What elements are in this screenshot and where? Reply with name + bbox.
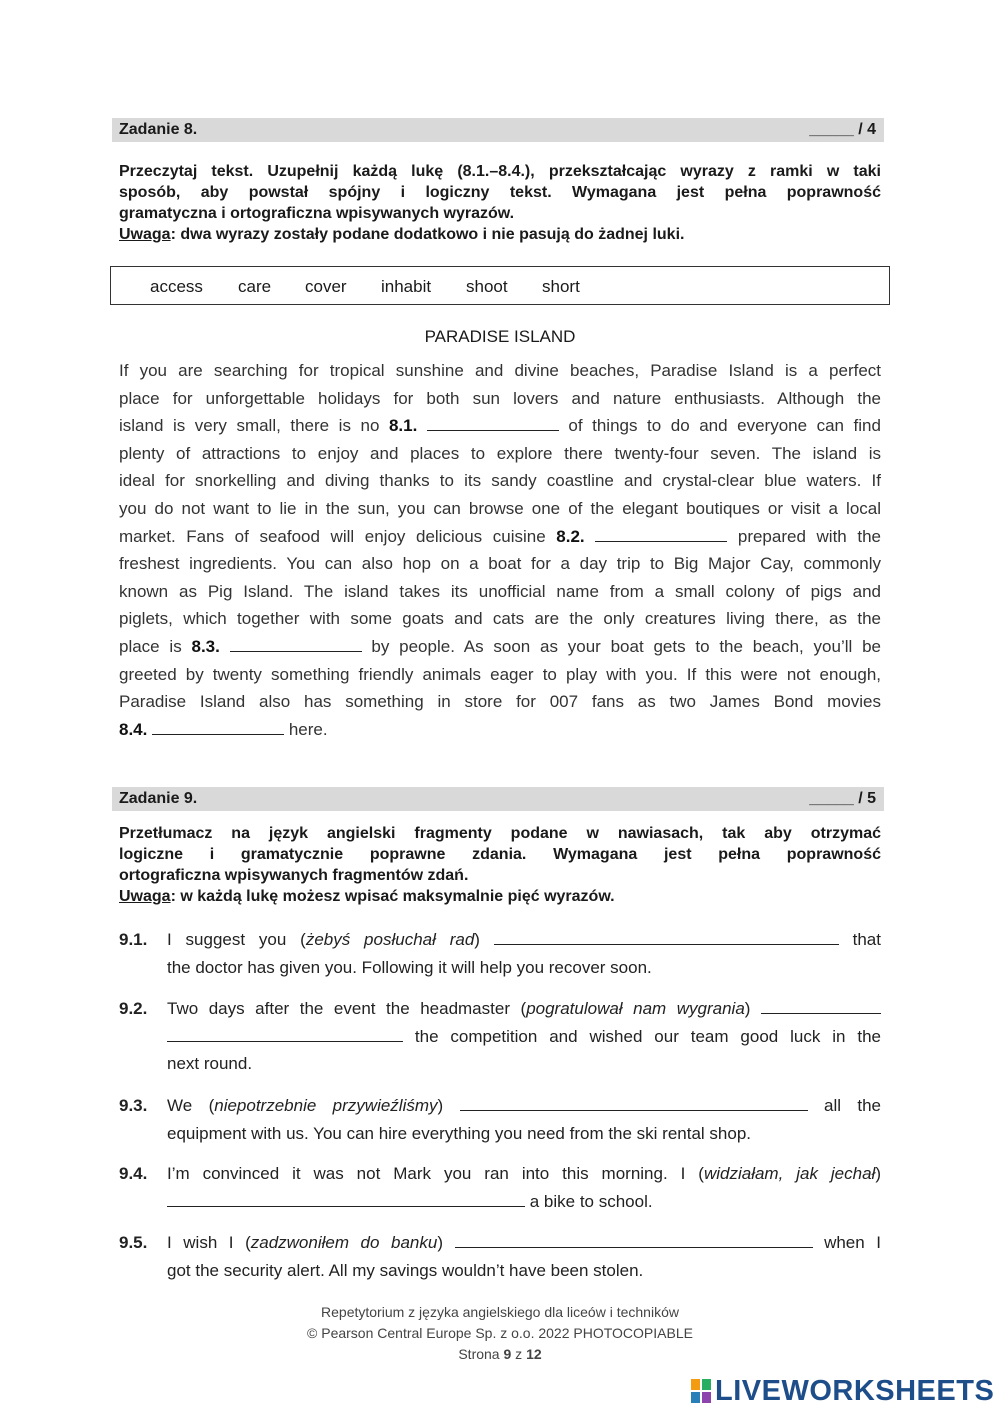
item-line: I’m convinced it was not Mark you ran into this morning. I (widziałam, jak jechał) bbox=[167, 1164, 881, 1183]
task9-instr-line3: ortograficzna wpisywanych fragmentów zdań. bbox=[119, 867, 469, 884]
text-line: plenty of attractions to enjoy and places to explore there twenty-four seven. The island is bbox=[119, 443, 881, 463]
gap-8-4[interactable] bbox=[152, 720, 284, 735]
word-care: care bbox=[238, 277, 272, 296]
reading-text bbox=[119, 357, 881, 743]
item-line: Two days after the event the headmaster (pogratulował nam wygrania) bbox=[167, 995, 881, 1023]
translation-hint: niepotrzebnie przywieźliśmy bbox=[214, 1096, 438, 1115]
item-line: equipment with us. You can hire everything you need from the ski rental shop. bbox=[167, 1123, 752, 1143]
task9-note bbox=[119, 886, 881, 907]
text-line: market. Fans of seafood will enjoy delicious cuisine 8.2. prepared with the bbox=[119, 526, 881, 546]
word-access: access bbox=[150, 277, 203, 296]
item-line: next round. bbox=[167, 1054, 253, 1074]
item-number: 9.4. bbox=[119, 1164, 148, 1183]
word-inhabit: inhabit bbox=[381, 277, 432, 296]
text-line: If you are searching for tropical sunshine and divine beaches, Paradise Island is a perfect bbox=[119, 361, 881, 380]
gap-9-2a[interactable] bbox=[761, 999, 881, 1014]
liveworksheets-logo-icon bbox=[691, 1379, 711, 1403]
item-number: 9.3. bbox=[119, 1096, 148, 1115]
task8-note-text: : dwa wyrazy zostały podane dodatkowo i nie pasują do żadnej luki. bbox=[170, 226, 685, 243]
gap-8-3[interactable] bbox=[230, 637, 362, 652]
item-number: 9.5. bbox=[119, 1233, 148, 1252]
word-cover: cover bbox=[305, 277, 347, 296]
gap-number: 8.1. bbox=[388, 416, 418, 436]
task8-instr-line1: Przeczytaj tekst. Uzupełnij każdą lukę (8.1.–8.4.), przekształcając wyrazy z ramki w taki bbox=[119, 163, 881, 180]
text-line: piglets, which together with some goats and cats are the only creatures living there, as the bbox=[119, 609, 881, 629]
translation-hint: żebyś posłuchał rad bbox=[305, 930, 475, 949]
gap-number: 8.3. bbox=[191, 636, 220, 656]
translation-hint: pogratulował nam wygrania bbox=[526, 999, 745, 1018]
item-number: 9.1. bbox=[119, 930, 148, 949]
task8-note-label: Uwaga bbox=[119, 226, 171, 243]
text-line: island is very small, there is no 8.1. of things to do and everyone can find bbox=[119, 416, 881, 436]
item-line: a bike to school. bbox=[167, 1188, 881, 1216]
task9-label: Zadanie 9. bbox=[119, 790, 198, 807]
word-shoot: shoot bbox=[466, 277, 508, 296]
item-line: I wish I (zadzwoniłem do banku) when I bbox=[167, 1233, 881, 1252]
translation-hint: widziałam, jak jechał bbox=[703, 1164, 876, 1183]
text-line: 8.4. here. bbox=[119, 719, 328, 739]
gap-number: 8.2. bbox=[556, 526, 585, 546]
text-line: known as Pig Island. The island takes its unofficial name from a small colony of pigs and bbox=[119, 581, 881, 601]
page-number: Strona 9 z 12 bbox=[458, 1346, 542, 1362]
word-short: short bbox=[542, 277, 580, 296]
gap-9-5[interactable] bbox=[455, 1233, 813, 1248]
task8-label: Zadanie 8. bbox=[119, 121, 198, 138]
task9-instr-line1: Przetłumacz na język angielski fragmenty podane w nawiasach, tak aby otrzymać bbox=[119, 825, 881, 842]
gap-number: 8.4. bbox=[119, 719, 148, 739]
item-line: got the security alert. All my savings wouldn’t have been stolen. bbox=[167, 1260, 644, 1280]
item-line: the doctor has given you. Following it will help you recover soon. bbox=[167, 957, 652, 977]
gap-9-2b[interactable] bbox=[167, 1027, 403, 1042]
task9-note-text: : w każdą lukę możesz wpisać maksymalnie pięć wyrazów. bbox=[170, 888, 615, 905]
text-line: place for unforgettable holidays for both sun lovers and nature enthusiasts. Although the bbox=[119, 388, 881, 408]
gap-9-1[interactable] bbox=[494, 930, 839, 945]
item-line: I suggest you (żebyś posłuchał rad) that bbox=[167, 930, 881, 949]
task9-score: _____ / 5 bbox=[809, 790, 876, 807]
task9-header bbox=[112, 787, 884, 811]
gap-9-3[interactable] bbox=[460, 1096, 808, 1111]
task8-note bbox=[119, 224, 881, 245]
text-title: PARADISE ISLAND bbox=[424, 327, 576, 346]
task9-instr-line2: logiczne i gramatycznie poprawne zdania. Wymagana jest pełna poprawność bbox=[119, 846, 881, 863]
word-box bbox=[110, 266, 890, 305]
footer-copyright: © Pearson Central Europe Sp. z o.o. 2022 PHOTOCOPIABLE bbox=[307, 1325, 693, 1341]
gap-8-1[interactable] bbox=[427, 416, 559, 431]
text-line: freshest ingredients. You can also hop on a boat for a day trip to Big Major Cay, commonly bbox=[119, 554, 881, 574]
task8-instructions bbox=[119, 161, 881, 245]
task8-instr-line3: gramatyczna i ortograficzna wpisywanych wyrazów. bbox=[119, 205, 515, 222]
task8-instr-line2: sposób, aby powstał spójny i logiczny tekst. Wymagana jest pełna poprawność bbox=[119, 184, 881, 201]
gap-8-2[interactable] bbox=[595, 527, 727, 542]
item-line: the competition and wished our team good luck in the bbox=[167, 1023, 881, 1051]
gap-9-4[interactable] bbox=[167, 1192, 525, 1207]
task9-instructions bbox=[119, 823, 881, 907]
task8-score: _____ / 4 bbox=[809, 121, 876, 138]
text-line: place is 8.3. by people. As soon as your boat gets to the beach, you’ll be bbox=[119, 636, 881, 656]
footer-title: Repetytorium z języka angielskiego dla liceów i techników bbox=[321, 1304, 679, 1320]
item-line: We (niepotrzebnie przywieźliśmy) all the bbox=[167, 1096, 882, 1115]
text-line: ideal for snorkelling and diving thanks to its sandy coastline and crystal-clear blue waters. If bbox=[119, 471, 881, 491]
text-line: greeted by twenty something friendly animals eager to play with you. If this were not enough, bbox=[119, 664, 881, 684]
translation-hint: zadzwoniłem do banku bbox=[250, 1233, 438, 1252]
footer bbox=[0, 1302, 1000, 1365]
task9-note-label: Uwaga bbox=[119, 888, 171, 905]
text-line: Paradise Island also has something in store for 007 fans as two James Bond movies bbox=[119, 692, 881, 712]
liveworksheets-logo[interactable]: LIVEWORKSHEETS bbox=[715, 1375, 995, 1407]
task8-header bbox=[112, 118, 884, 142]
text-line: you do not want to lie in the sun, you can browse one of the elegant boutiques or visit a local bbox=[119, 498, 881, 518]
item-number: 9.2. bbox=[119, 999, 148, 1018]
